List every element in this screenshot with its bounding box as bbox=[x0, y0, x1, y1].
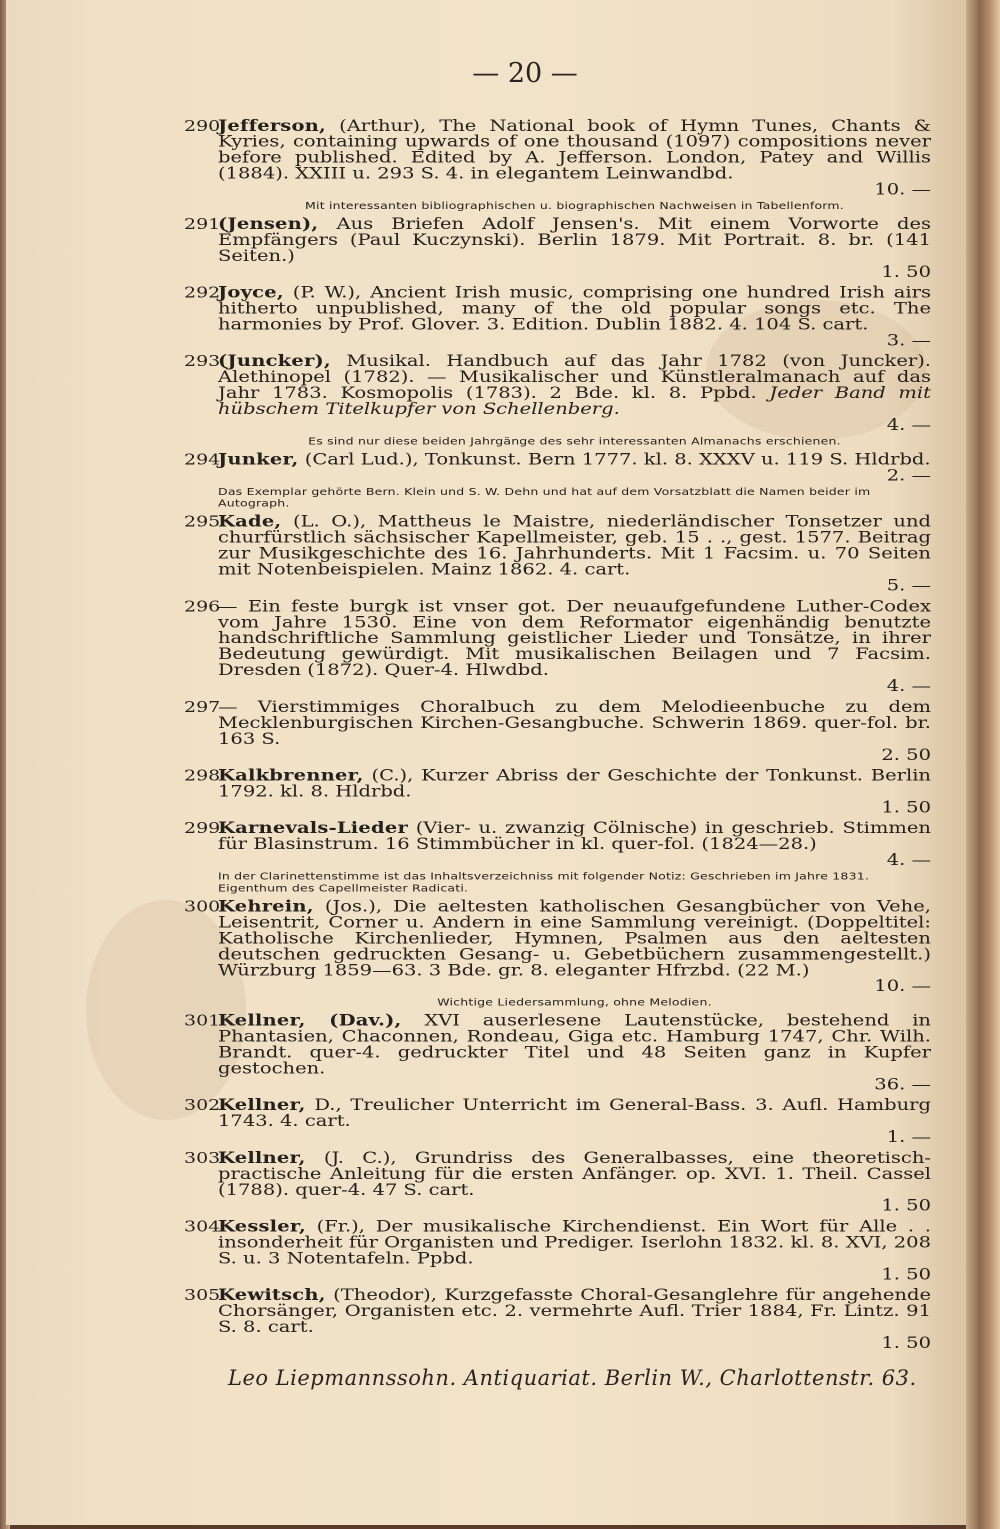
catalog-entry bbox=[186, 452, 931, 509]
entry-author: Kewitsch, bbox=[218, 1285, 326, 1305]
entry-number: 291 bbox=[184, 215, 221, 233]
entry-description: (Theodor), Kurzgefasste Choral-Gesanglehre für angehende Chorsänger, Organisten etc. 2. vermehrte Aufl. Trier 1884, Fr. Lintz. 91 S. 8. cart. bbox=[218, 1285, 931, 1337]
entry-price: 2. 50 bbox=[881, 745, 931, 764]
entry-number: 304 bbox=[184, 1217, 221, 1236]
catalog-entry bbox=[186, 353, 931, 446]
entry-italic-note: Jeder Band mit hübschem Titelkupfer von Schellenberg. bbox=[218, 383, 931, 419]
catalog-entry bbox=[184, 596, 931, 696]
entry-description: — Vierstimmiges Choralbuch zu dem Melodieenbuche zu dem Mecklenburgischen Kirchen-Gesangbuche. Schwerin 1869. quer-fol. br. 163 S. bbox=[218, 697, 931, 748]
entry-number: 296 bbox=[184, 597, 221, 616]
entry-description: (Arthur), The National book of Hymn Tunes, Chants & Kyries, containing upwards of one thousand (1097) compositions never before published. Edited by A. Jefferson. London, Patey and Willis (1884). XXIII u. 293 S. 4. in elegantem Leinwandbd. bbox=[218, 116, 932, 183]
entry-price: 1. 50 bbox=[881, 262, 931, 281]
entry-body bbox=[218, 285, 931, 349]
catalog-entry bbox=[186, 1150, 931, 1214]
entry-number: 303 bbox=[184, 1149, 221, 1167]
entry-number: 302 bbox=[184, 1096, 221, 1115]
entry-note: Wichtige Liedersammlung, ohne Melodien. bbox=[437, 996, 712, 1008]
entry-description: Aus Briefen Adolf Jensen's. Mit einem Vorworte des Empfängers (Paul Kuczynski). Berlin 1879. Mit Portrait. 8. br. (141 Seiten.) bbox=[218, 214, 932, 265]
entry-price: 3. — bbox=[886, 331, 931, 350]
entry-body bbox=[218, 1219, 931, 1283]
catalog-entry bbox=[186, 1219, 931, 1283]
entry-body bbox=[218, 1150, 931, 1214]
entry-number: 290 bbox=[184, 117, 221, 135]
catalog-entry bbox=[186, 285, 931, 349]
entry-price: 1. 50 bbox=[881, 1265, 931, 1284]
catalog-entry bbox=[186, 768, 931, 816]
entry-author: Joyce, bbox=[218, 283, 284, 302]
entry-price: 4. — bbox=[886, 676, 931, 696]
entry-description: (Fr.), Der musikalische Kirchendienst. Ein Wort für Alle . . insonderheit für Organisten und Prediger. Iserlohn 1832. kl. 8. XVI, 208 S. u. 3 Notentafeln. Ppbd. bbox=[218, 1217, 931, 1268]
entry-body bbox=[218, 514, 931, 594]
entry-author: Kehrein, bbox=[218, 897, 314, 916]
entry-price: 1. 50 bbox=[881, 1333, 931, 1353]
entry-description: — Ein feste burgk ist vnser got. Der neuaufgefundene Luther-Codex vom Jahre 1530. Eine von dem Reformator eigenhändig benutzte handschriftliche Sammlung geistlicher Lieder und Tonsätze, in ihrer Bedeutung gewürdigt. Mit musikalischen Beilagen und 7 Facsim. Dresden (1872). Quer-4. Hlwdbd. bbox=[218, 596, 931, 680]
entry-price: 4. — bbox=[886, 415, 931, 435]
entry-author: Karnevals-Lieder bbox=[218, 818, 408, 838]
entry-body bbox=[218, 699, 931, 763]
catalog-entry bbox=[186, 216, 931, 280]
entry-body bbox=[218, 899, 931, 995]
catalog-entry bbox=[186, 514, 931, 594]
entry-description: (Jos.), Die aeltesten katholischen Gesangbücher von Vehe, Leisentrit, Corner u. Andern in eine Sammlung vereinigt. (Doppeltitel: Katholische Kirchenlieder, Hymnen, Psalmen aus den aeltesten deutschen gedruckten Gesang- u. Gebetbüchern zusammengestellt.) Würzburg 1859—63. 3 Bde. gr. 8. eleganter Hfrzbd. (22 M.) bbox=[218, 897, 931, 980]
entry-note: Das Exemplar gehörte Bern. Klein und S. W. Dehn und hat auf dem Vorsatzblatt die Namen beider im Autograph. bbox=[218, 485, 871, 510]
entry-number: 305 bbox=[184, 1286, 221, 1305]
entry-body bbox=[218, 1097, 931, 1145]
entry-body bbox=[218, 820, 931, 868]
catalog-entry bbox=[186, 699, 931, 763]
page-number: — 20 — bbox=[472, 58, 578, 89]
entry-price: 1. 50 bbox=[881, 798, 931, 817]
entry-author: Jefferson, bbox=[218, 116, 327, 135]
entry-number: 298 bbox=[184, 766, 221, 785]
entry-author: Kellner, bbox=[218, 1095, 306, 1115]
entry-price: 1. 50 bbox=[881, 1196, 931, 1215]
entry-description: (L. O.), Mattheus le Maistre, niederländischer Tonsetzer und churfürstlich sächsischer Kapellmeister, geb. 15 . ., gest. 1577. Beitrag zur Musikgeschichte des 16. Jahrhunderts. Mit 1 Facsim. u. 70 Seiten mit Notenbeispielen. Mainz 1862. 4. cart. bbox=[218, 512, 931, 579]
entry-description: (C.), Kurzer Abriss der Geschichte der Tonkunst. Berlin 1792. kl. 8. Hldrbd. bbox=[218, 766, 931, 801]
entry-description: (P. W.), Ancient Irish music, comprising one hundred Irish airs hitherto unpublished, many of the old popular songs etc. The harmonies by Prof. Glover. 3. Edition. Dublin 1882. 4. 104 S. cart. bbox=[218, 283, 931, 334]
catalog-entry bbox=[186, 820, 931, 893]
entry-price: 1. — bbox=[886, 1127, 931, 1147]
catalog-entry bbox=[186, 1013, 931, 1093]
catalog-list bbox=[186, 118, 931, 1356]
entry-price: 10. — bbox=[874, 180, 931, 199]
entry-body bbox=[218, 1013, 931, 1093]
entry-number: 295 bbox=[184, 513, 221, 531]
entry-description: XVI auserlesene Lautenstücke, bestehend in Phantasien, Chaconnen, Rondeau, Giga etc. Hamburg 1747, Chr. Wilh. Brandt. quer-4. gedruckter Titel und 48 Seiten ganz in Kupfer gestochen. bbox=[218, 1011, 931, 1078]
entry-number: 292 bbox=[184, 284, 221, 302]
entry-number: 294 bbox=[184, 450, 221, 469]
entry-price: 2. — bbox=[886, 466, 931, 485]
entry-author: Junker, bbox=[218, 450, 299, 469]
entry-author: Kellner, (Dav.), bbox=[218, 1011, 402, 1030]
entry-note: In der Clarinettenstimme ist das Inhaltsverzeichniss mit folgender Notiz: Geschrieben im Jahre 1831. Eigenthum des Capellmeister Radicati. bbox=[218, 869, 870, 894]
entry-note: Es sind nur diese beiden Jahrgänge des sehr interessanten Almanachs erschienen. bbox=[308, 434, 841, 447]
entry-description: (Vier- u. zwanzig Cölnische) in geschrieb. Stimmen für Blasinstrum. 16 Stimmbücher in kl. quer-fol. (1824—28.) bbox=[218, 818, 931, 854]
entry-author: (Jensen), bbox=[218, 214, 319, 233]
catalog-entry bbox=[186, 1097, 931, 1145]
catalog-entry bbox=[186, 118, 931, 211]
entry-author: Kalkbrenner, bbox=[218, 766, 364, 785]
entry-body bbox=[218, 216, 931, 280]
entry-price: 4. — bbox=[886, 850, 931, 870]
entry-author: (Juncker), bbox=[218, 351, 331, 371]
entry-description: D., Treulicher Unterricht im General-Bass. 3. Aufl. Hamburg 1743. 4. cart. bbox=[218, 1095, 931, 1131]
entry-body bbox=[218, 118, 931, 198]
entry-author: Kade, bbox=[218, 512, 282, 531]
entry-number: 301 bbox=[184, 1011, 221, 1030]
publisher-footer: Leo Liepmannssohn. Antiquariat. Berlin W., Charlottenstr. 63. bbox=[228, 1366, 917, 1390]
entry-description: (Carl Lud.), Tonkunst. Bern 1777. kl. 8. XXXV u. 119 S. Hldrbd. bbox=[304, 450, 931, 469]
entry-body bbox=[218, 353, 931, 433]
entry-number: 300 bbox=[184, 897, 221, 916]
entry-author: Kellner, bbox=[218, 1148, 306, 1167]
entry-price: 10. — bbox=[874, 976, 931, 996]
book-spine bbox=[966, 0, 1000, 1529]
entry-number: 293 bbox=[184, 352, 221, 371]
entry-number: 299 bbox=[184, 819, 221, 838]
entry-price: 36. — bbox=[874, 1075, 931, 1094]
entry-description: Musikal. Handbuch auf das Jahr 1782 (von Juncker). Alethinopel (1782). — Musikalischer und Künstleralmanach auf das Jahr 1783. Kosmopolis (1783). 2 Bde. kl. 8. Ppbd. bbox=[218, 351, 931, 403]
entry-body bbox=[218, 596, 931, 696]
catalog-entry bbox=[186, 899, 931, 1008]
entry-body bbox=[218, 768, 931, 816]
entry-price: 5. — bbox=[886, 576, 931, 595]
entry-body bbox=[218, 1287, 931, 1351]
entry-number: 297 bbox=[184, 698, 221, 716]
entry-description: (J. C.), Grundriss des Generalbasses, eine theoretisch-practische Anleitung für die ersten Anfänger. op. XVI. 1. Theil. Cassel (1788). quer-4. 47 S. cart. bbox=[218, 1148, 931, 1199]
catalog-entry bbox=[186, 1287, 931, 1351]
entry-author: Kessler, bbox=[218, 1217, 306, 1236]
entry-body bbox=[218, 452, 931, 484]
entry-note: Mit interessanten bibliographischen u. biographischen Nachweisen in Tabellenform. bbox=[305, 199, 844, 212]
